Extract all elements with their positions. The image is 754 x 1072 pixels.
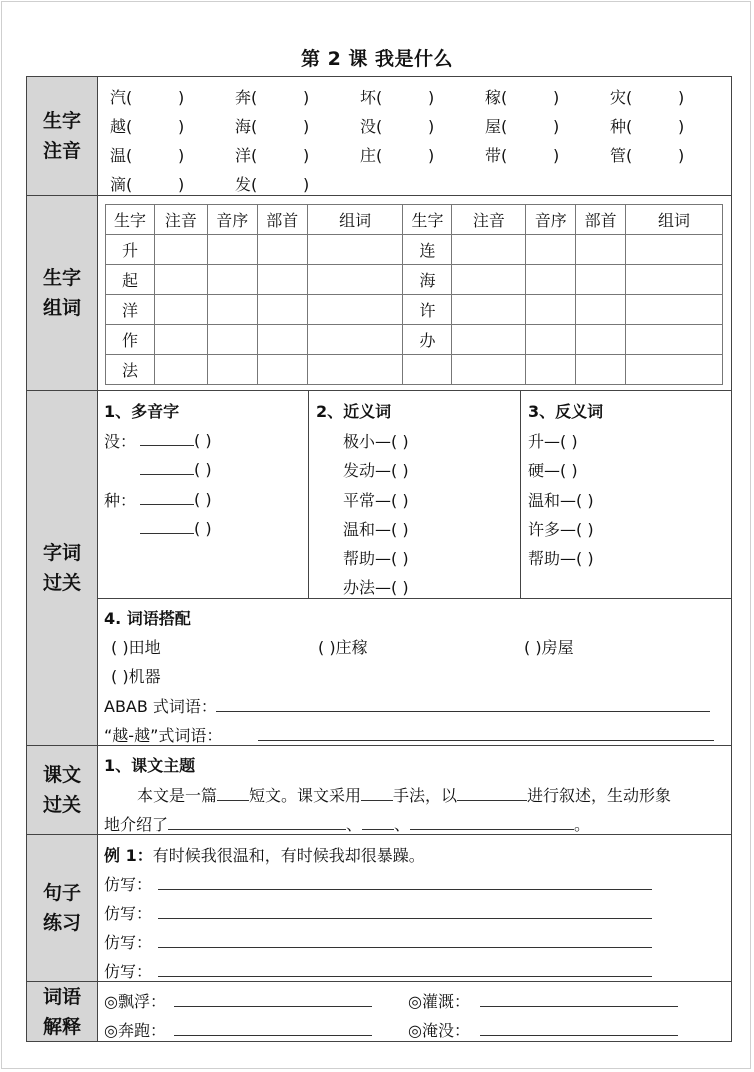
table-cell[interactable] [257, 265, 307, 295]
pinyin-item[interactable]: 坏( ) [360, 88, 435, 107]
antonym-item[interactable]: 升—( ) [528, 432, 578, 451]
example-text: 有时候我很温和，有时候我却很暴躁。 [152, 846, 425, 865]
imitate-blank-line[interactable] [158, 931, 652, 948]
table-row [106, 295, 723, 325]
section-divider [27, 390, 731, 391]
vocab-column-divider [520, 391, 521, 598]
pinyin-item[interactable]: 没( ) [360, 117, 435, 136]
table-cell[interactable] [257, 355, 307, 385]
pinyin-item[interactable]: 温( ) [110, 146, 185, 165]
table-cell[interactable] [154, 325, 207, 355]
table-cell[interactable] [576, 355, 626, 385]
text-fragment: 地介绍了 [104, 815, 169, 834]
antonym-heading: 3、反义词 [528, 402, 604, 421]
column-header: 生字 [106, 205, 155, 235]
pinyin-item[interactable]: 滴( ) [110, 175, 185, 194]
column-header: 音序 [526, 205, 576, 235]
synonym-item[interactable]: 平常—( ) [343, 491, 409, 510]
table-cell[interactable] [207, 235, 257, 265]
paren-blank[interactable]: ( ) [194, 431, 212, 450]
blank-line[interactable] [140, 488, 194, 505]
table-cell[interactable] [307, 355, 403, 385]
table-cell[interactable] [452, 355, 526, 385]
column-header: 组词 [307, 205, 403, 235]
table-cell[interactable] [257, 235, 307, 265]
synonym-item[interactable]: 极小—( ) [343, 432, 409, 451]
pinyin-item[interactable]: 奔( ) [235, 88, 310, 107]
table-cell[interactable] [452, 235, 526, 265]
pinyin-item[interactable]: 越( ) [110, 117, 185, 136]
text-fragment: 、 [346, 815, 363, 834]
explain-blank-line[interactable] [480, 990, 678, 1007]
table-cell[interactable] [626, 265, 723, 295]
column-header: 生字 [403, 205, 452, 235]
blank-line[interactable] [140, 458, 194, 475]
blank-line[interactable] [410, 813, 574, 830]
pinyin-item[interactable]: 洋( ) [235, 146, 310, 165]
column-header: 部首 [576, 205, 626, 235]
pinyin-item[interactable]: 稼( ) [485, 88, 560, 107]
abab-blank-line[interactable] [216, 695, 710, 712]
pinyin-item[interactable]: 发( ) [235, 175, 310, 194]
synonym-item[interactable]: 办法—( ) [343, 578, 409, 597]
table-cell[interactable] [307, 265, 403, 295]
imitate-blank-line[interactable] [158, 873, 652, 890]
paren-blank[interactable]: ( ) [194, 460, 212, 479]
text-theme-line1 [137, 783, 671, 806]
synonym-heading: 2、近义词 [316, 402, 392, 421]
vocab-column-divider [308, 391, 309, 598]
table-cell-char: 升 [106, 235, 155, 265]
table-cell[interactable] [207, 265, 257, 295]
explain-blank-line[interactable] [174, 990, 372, 1007]
blank-line[interactable] [168, 813, 346, 830]
imitate-label: 仿写： [104, 962, 153, 981]
table-row [106, 235, 723, 265]
table-cell[interactable] [576, 265, 626, 295]
imitate-blank-line[interactable] [158, 902, 652, 919]
table-cell-char: 起 [106, 265, 155, 295]
text-theme-heading: 1、课文主题 [104, 756, 196, 775]
word-grid-header-row [106, 205, 723, 235]
imitate-label: 仿写： [104, 933, 153, 952]
blank-line[interactable] [217, 784, 249, 801]
table-cell[interactable] [626, 295, 723, 325]
table-cell[interactable] [576, 235, 626, 265]
label-column-divider [97, 77, 98, 1041]
section-label-explain: 词语解释 [27, 982, 97, 1041]
polyphone-row[interactable] [140, 458, 212, 479]
text-fragment: 、 [394, 815, 411, 834]
polyphone-char-label: 种： [104, 491, 137, 510]
blank-line[interactable] [362, 813, 394, 830]
table-row [106, 325, 723, 355]
collocation-item[interactable]: ( )机器 [111, 667, 161, 686]
table-cell[interactable] [154, 295, 207, 325]
table-cell-char: 办 [403, 325, 452, 355]
table-cell-char: 法 [106, 355, 155, 385]
column-header: 部首 [257, 205, 307, 235]
table-cell-char: 作 [106, 325, 155, 355]
pinyin-item[interactable]: 种( ) [610, 117, 685, 136]
collocation-item[interactable]: ( )房屋 [524, 638, 574, 657]
table-cell-char [403, 355, 452, 385]
explain-term: ◎飘浮： [104, 992, 166, 1011]
table-cell-char: 连 [403, 235, 452, 265]
explain-blank-line[interactable] [480, 1019, 678, 1036]
table-cell[interactable] [452, 295, 526, 325]
collocation-item[interactable]: ( )田地 [111, 638, 161, 657]
polyphone-row[interactable] [140, 488, 212, 509]
pinyin-item[interactable]: 庄( ) [360, 146, 435, 165]
table-cell[interactable] [154, 235, 207, 265]
table-cell[interactable] [154, 355, 207, 385]
table-cell[interactable] [626, 355, 723, 385]
table-cell[interactable] [452, 325, 526, 355]
polyphone-char-label: 没： [104, 432, 137, 451]
table-cell[interactable] [526, 235, 576, 265]
table-cell-char: 海 [403, 265, 452, 295]
table-cell[interactable] [307, 295, 403, 325]
section-label-vocab: 字词过关 [27, 391, 97, 745]
text-theme-line2 [104, 812, 590, 835]
antonym-item[interactable]: 温和—( ) [528, 491, 594, 510]
imitate-label: 仿写： [104, 904, 153, 923]
table-cell[interactable] [452, 265, 526, 295]
blank-line[interactable] [457, 784, 527, 801]
table-cell[interactable] [626, 325, 723, 355]
table-cell[interactable] [207, 355, 257, 385]
text-fragment: 进行叙述，生动形象 [527, 786, 672, 805]
pinyin-item[interactable]: 灾( ) [610, 88, 685, 107]
explain-term: ◎淹没： [408, 1021, 470, 1040]
text-fragment: 。 [574, 815, 591, 834]
table-cell[interactable] [154, 265, 207, 295]
pinyin-item[interactable]: 海( ) [235, 117, 310, 136]
table-cell[interactable] [257, 295, 307, 325]
table-cell[interactable] [626, 235, 723, 265]
table-cell[interactable] [576, 295, 626, 325]
pinyin-item[interactable]: 管( ) [610, 146, 685, 165]
text-fragment: 手法，以 [393, 786, 458, 805]
imitate-label: 仿写： [104, 875, 153, 894]
table-cell[interactable] [526, 325, 576, 355]
pinyin-item[interactable]: 带( ) [485, 146, 560, 165]
table-row [106, 265, 723, 295]
table-cell[interactable] [526, 295, 576, 325]
abab-label: ABAB 式词语： [104, 697, 217, 716]
text-fragment: 短文。课文采用 [249, 786, 362, 805]
synonym-item[interactable]: 温和—( ) [343, 520, 409, 539]
table-cell[interactable] [526, 265, 576, 295]
explain-term: ◎灌溉： [408, 992, 470, 1011]
blank-line[interactable] [140, 517, 194, 534]
blank-line[interactable] [361, 784, 393, 801]
column-header: 音序 [207, 205, 257, 235]
text-fragment: 本文是一篇 [137, 786, 218, 805]
table-cell[interactable] [207, 295, 257, 325]
page-title: 第 2 课 我是什么 [300, 48, 454, 70]
table-cell-char: 洋 [106, 295, 155, 325]
explain-term: ◎奔跑： [104, 1021, 166, 1040]
blank-line[interactable] [140, 429, 194, 446]
antonym-item[interactable]: 帮助—( ) [528, 549, 594, 568]
worksheet-table [26, 76, 732, 1042]
collocation-heading: 4. 词语搭配 [104, 609, 191, 628]
explain-blank-line[interactable] [174, 1019, 372, 1036]
table-cell[interactable] [307, 235, 403, 265]
column-header: 组词 [626, 205, 723, 235]
section-label-text: 课文过关 [27, 746, 97, 834]
polyphone-heading: 1、多音字 [104, 402, 180, 421]
section-divider [27, 195, 731, 196]
antonym-item[interactable]: 硬—( ) [528, 461, 578, 480]
pinyin-item[interactable]: 屋( ) [485, 117, 560, 136]
example-label: 例 1： [104, 846, 153, 865]
table-cell[interactable] [207, 325, 257, 355]
synonym-item[interactable]: 帮助—( ) [343, 549, 409, 568]
vocab-divider [97, 598, 731, 599]
example-sentence [104, 843, 425, 866]
yueyue-label: “越-越”式词语： [104, 726, 223, 745]
paren-blank[interactable]: ( ) [194, 519, 212, 538]
table-cell-char: 许 [403, 295, 452, 325]
table-cell[interactable] [257, 325, 307, 355]
polyphone-row[interactable] [140, 429, 212, 450]
pinyin-item[interactable]: 汽( ) [110, 88, 185, 107]
column-header: 注音 [452, 205, 526, 235]
column-header: 注音 [154, 205, 207, 235]
word-grid-table [105, 204, 723, 385]
table-cell[interactable] [576, 325, 626, 355]
yueyue-blank-line[interactable] [258, 724, 714, 741]
section-label-words: 生字组词 [27, 196, 97, 390]
polyphone-row[interactable] [140, 517, 212, 538]
synonym-item[interactable]: 发动—( ) [343, 461, 409, 480]
table-cell[interactable] [526, 355, 576, 385]
collocation-item[interactable]: ( )庄稼 [318, 638, 368, 657]
table-row [106, 355, 723, 385]
imitate-blank-line[interactable] [158, 960, 652, 977]
section-label-sentence: 句子练习 [27, 835, 97, 981]
table-cell[interactable] [307, 325, 403, 355]
paren-blank[interactable]: ( ) [194, 490, 212, 509]
section-label-pinyin: 生字注音 [27, 77, 97, 195]
antonym-item[interactable]: 许多—( ) [528, 520, 594, 539]
